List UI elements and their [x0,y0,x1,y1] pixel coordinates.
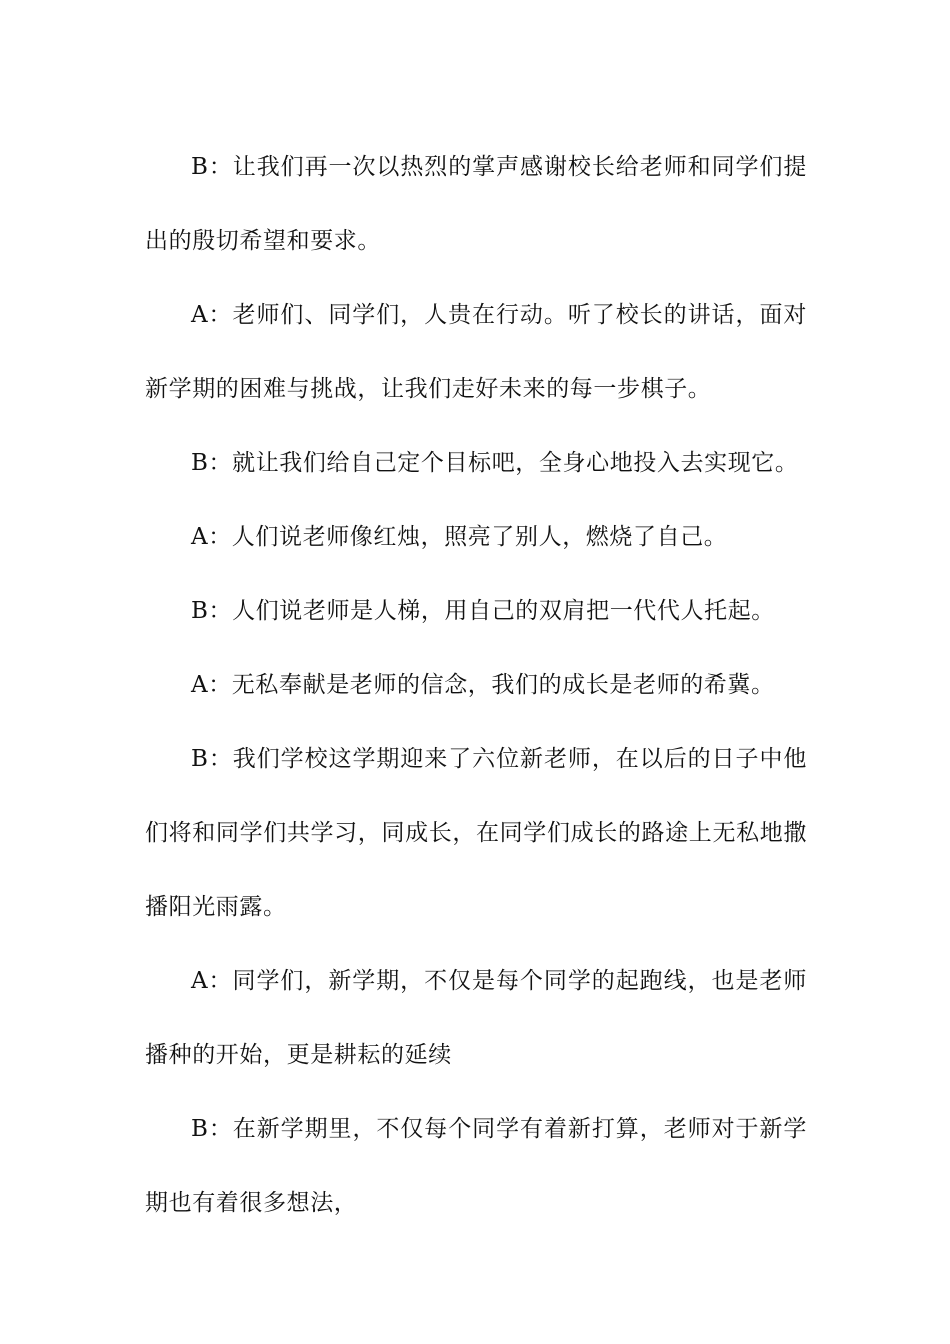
paragraph: B：在新学期里，不仅每个同学有着新打算，老师对于新学期也有着很多想法， [145,1116,807,1216]
paragraph: A：同学们，新学期，不仅是每个同学的起跑线，也是老师播种的开始，更是耕耘的延续 [145,968,807,1068]
paragraph: B：就让我们给自己定个目标吧，全身心地投入去实现它。 [191,450,799,476]
paragraph: B：让我们再一次以热烈的掌声感谢校长给老师和同学们提出的殷切希望和要求。 [145,154,807,254]
paragraph: A：人们说老师像红烛，照亮了别人，燃烧了自己。 [191,524,728,550]
document-body [145,130,807,1240]
paragraph: B：人们说老师是人梯，用自己的双肩把一代代人托起。 [191,598,775,624]
paragraph: B：我们学校这学期迎来了六位新老师，在以后的日子中他们将和同学们共学习，同成长，在同学们成长的路途上无私地撒播阳光雨露。 [145,746,807,920]
paragraph: A：老师们、同学们，人贵在行动。听了校长的讲话，面对新学期的困难与挑战，让我们走好未来的每一步棋子。 [145,302,807,402]
paragraph: A：无私奉献是老师的信念，我们的成长是老师的希冀。 [191,672,775,698]
